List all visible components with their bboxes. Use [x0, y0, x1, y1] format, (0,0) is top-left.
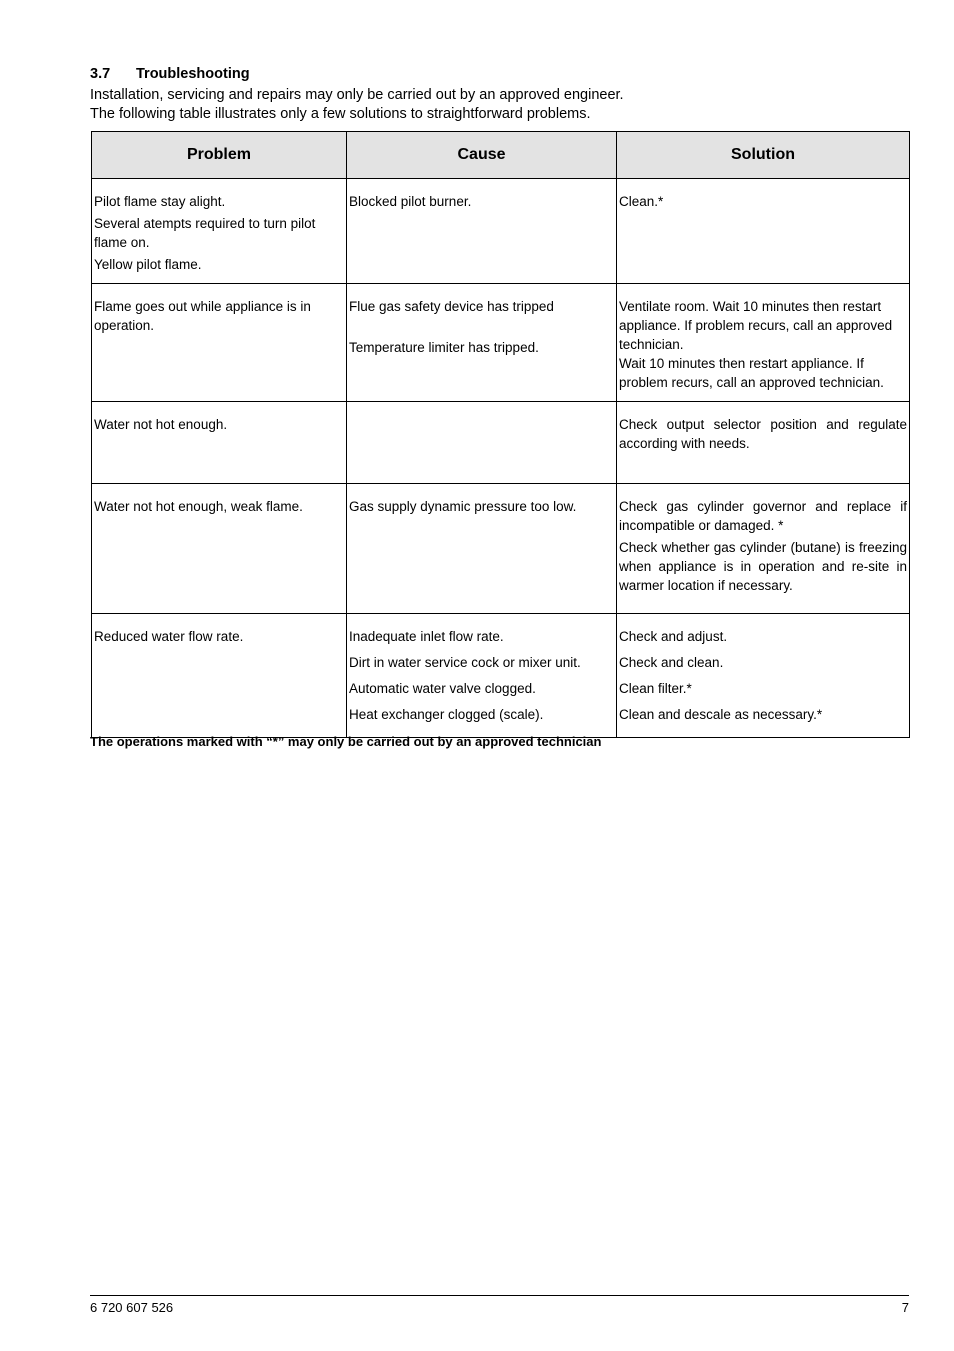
document-number: 6 720 607 526 [90, 1300, 174, 1315]
cause-line: Inadequate inlet flow rate. [349, 629, 504, 644]
footer-rule [90, 1295, 909, 1296]
solution-cell [617, 402, 910, 484]
cause-cell [347, 284, 617, 402]
solution-line: Check gas cylinder governor and replace if incompatible or damaged. * [619, 499, 907, 533]
header-cause: Cause [347, 132, 617, 179]
table-footnote: The operations marked with “*” may only be carried out by an approved technician [90, 734, 602, 749]
table-header-row [92, 132, 910, 179]
cause-line: Flue gas safety device has tripped [349, 299, 554, 314]
problem-cell [92, 402, 347, 484]
solution-line: Check whether gas cylinder (butane) is freezing when appliance is in operation and re-site in warmer location if necessary. [619, 540, 907, 593]
header-problem: Problem [92, 132, 347, 179]
solution-cell [617, 484, 910, 614]
solution-line: Clean filter.* [619, 681, 692, 696]
cause-line: Blocked pilot burner. [349, 194, 472, 209]
problem-line: Water not hot enough. [94, 417, 228, 432]
cause-line: Gas supply dynamic pressure too low. [349, 499, 577, 514]
section-heading [90, 66, 250, 83]
page-number: 7 [901, 1300, 909, 1315]
table-row [92, 284, 910, 402]
troubleshooting-table [91, 131, 910, 738]
solution-line: Clean.* [619, 194, 664, 209]
solution-line: Clean and descale as necessary.* [619, 707, 823, 722]
solution-cell [617, 614, 910, 738]
cause-line: Temperature limiter has tripped. [349, 340, 539, 355]
problem-cell [92, 484, 347, 614]
intro-text [90, 86, 890, 123]
solution-line: Wait 10 minutes then restart appliance. If problem recurs, call an approved technician. [619, 356, 884, 390]
table-row [92, 484, 910, 614]
solution-line: Check and adjust. [619, 629, 728, 644]
solution-line: Check and clean. [619, 655, 724, 670]
solution-line: Ventilate room. Wait 10 minutes then restart appliance. If problem recurs, call an approved technician. [619, 299, 893, 352]
table-row [92, 614, 910, 738]
cause-cell [347, 179, 617, 284]
problem-line: Water not hot enough, weak flame. [94, 499, 303, 514]
problem-cell [92, 284, 347, 402]
problem-cell [92, 179, 347, 284]
solution-cell [617, 284, 910, 402]
problem-line: Pilot flame stay alight. [94, 194, 226, 209]
cause-line: Automatic water valve clogged. [349, 681, 536, 696]
solution-line: Check output selector position and regulate according with needs. [619, 417, 907, 451]
problem-line: Yellow pilot flame. [94, 257, 202, 272]
cause-cell [347, 614, 617, 738]
problem-line: Several atempts required to turn pilot flame on. [94, 216, 316, 250]
problem-line: Flame goes out while appliance is in operation. [94, 299, 311, 333]
header-solution: Solution [617, 132, 910, 179]
section-number: 3.7 [90, 66, 111, 82]
spacer [349, 319, 614, 338]
section-title: Troubleshooting [136, 66, 250, 82]
problem-line: Reduced water flow rate. [94, 629, 244, 644]
table-row [92, 402, 910, 484]
problem-cell [92, 614, 347, 738]
solution-cell [617, 179, 910, 284]
intro-line: Installation, servicing and repairs may only be carried out by an approved engineer. [90, 87, 624, 103]
intro-line: The following table illustrates only a few solutions to straightforward problems. [90, 105, 591, 122]
cause-line: Heat exchanger clogged (scale). [349, 707, 544, 722]
cause-cell [347, 402, 617, 484]
cause-cell [347, 484, 617, 614]
cause-line: Dirt in water service cock or mixer unit. [349, 655, 581, 670]
table-row [92, 179, 910, 284]
